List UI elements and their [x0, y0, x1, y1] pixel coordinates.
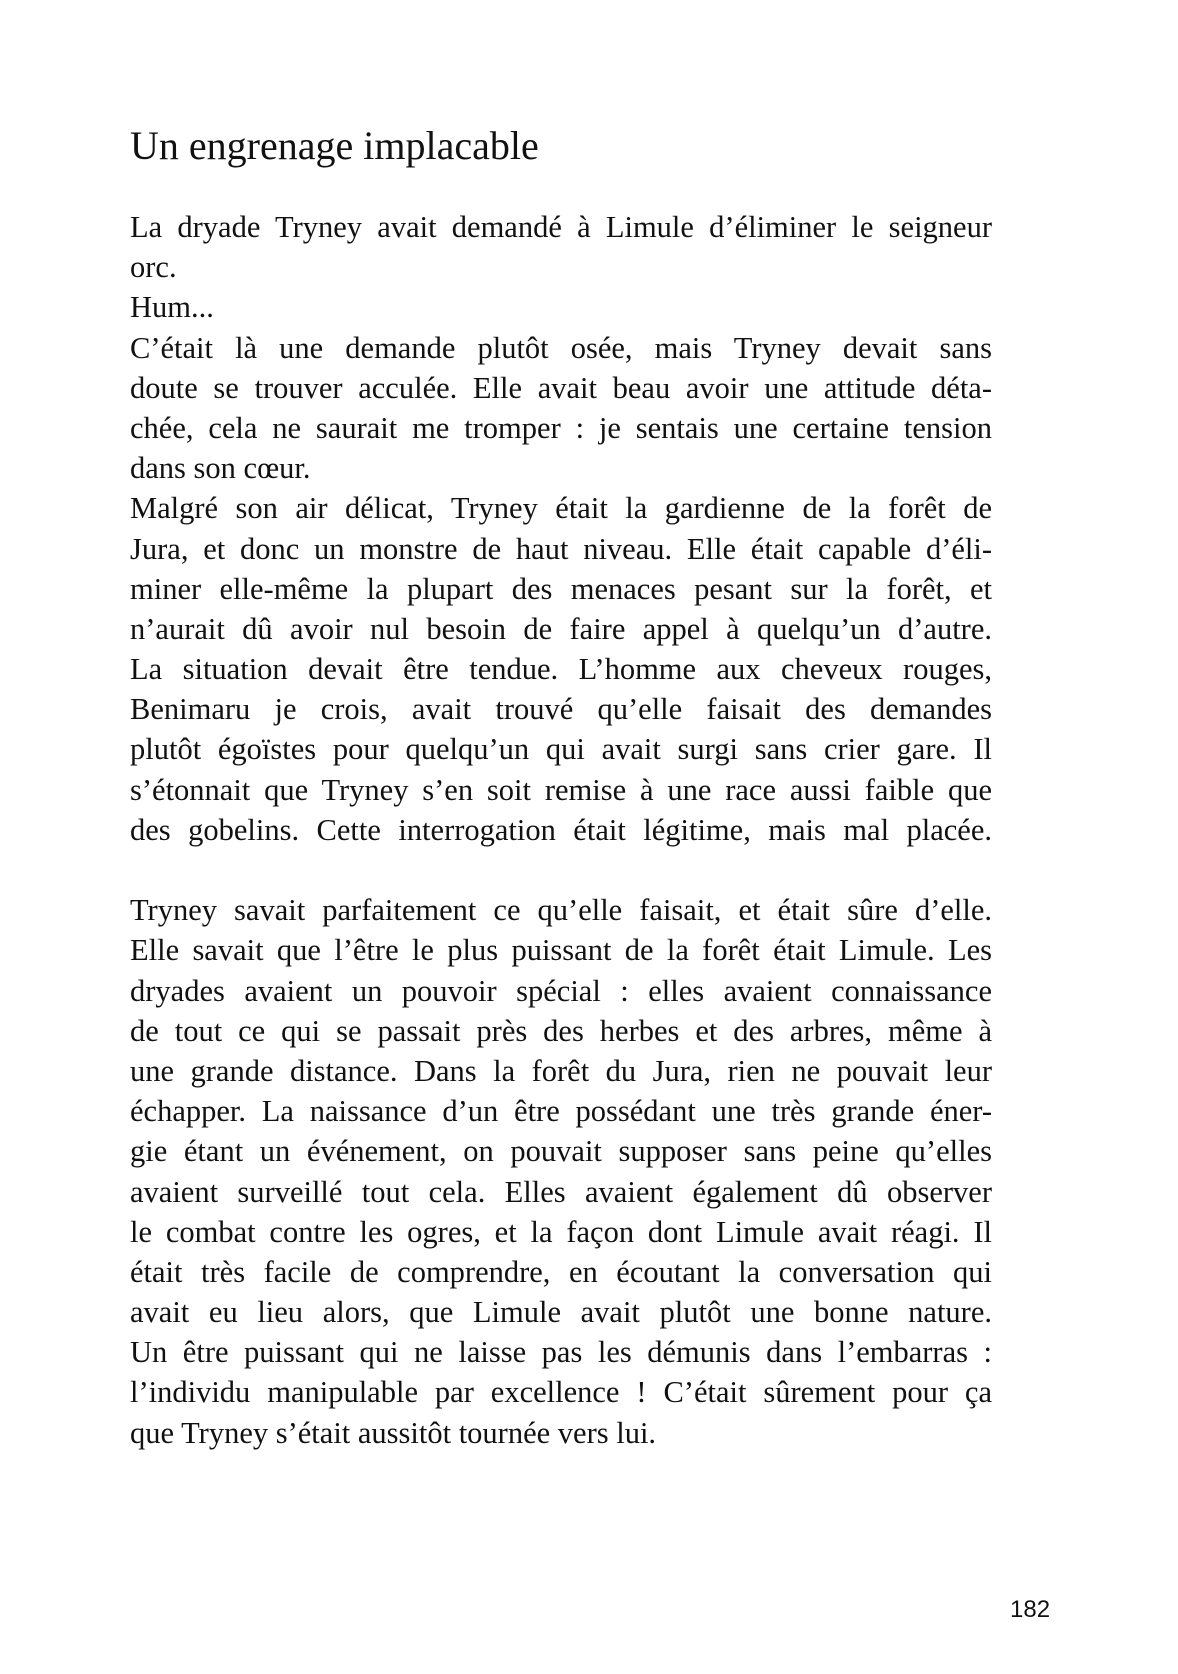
- text-line: le combat contre les ogres, et la façon dont Limule avait réagi. Il: [130, 1214, 992, 1249]
- page-number: 182: [1010, 1596, 1051, 1623]
- paragraph-break: [130, 850, 992, 890]
- text-line: Elle savait que l’être le plus puissant de la forêt était Limule. Les: [130, 933, 992, 968]
- text-line: Un être puissant qui ne laisse pas les démunis dans l’embarras :: [130, 1335, 992, 1370]
- text-line: dans son cœur.: [130, 451, 311, 486]
- text-line: Malgré son air délicat, Tryney était la gardienne de la forêt de: [130, 491, 992, 526]
- text-line: La dryade Tryney avait demandé à Limule d’éliminer le seigneur: [130, 210, 992, 244]
- text-line: que Tryney s’était aussitôt tournée vers lui.: [130, 1415, 657, 1450]
- text-line: échapper. La naissance d’un être possédant une très grande éner-: [130, 1094, 992, 1129]
- chapter-title: Un engrenage implacable: [130, 123, 539, 168]
- text-line: Hum...: [130, 290, 214, 325]
- text-line: avait eu lieu alors, que Limule avait plutôt une bonne nature.: [130, 1295, 992, 1330]
- text-line: Benimaru je crois, avait trouvé qu’elle faisait des demandes: [130, 692, 992, 727]
- text-line: Tryney savait parfaitement ce qu’elle faisait, et était sûre d’elle.: [130, 893, 992, 928]
- text-line: plutôt égoïstes pour quelqu’un qui avait surgi sans crier gare. Il: [130, 732, 992, 767]
- text-line: avaient surveillé tout cela. Elles avaient également dû observer: [130, 1174, 992, 1209]
- text-line: était très facile de comprendre, en écoutant la conversation qui: [130, 1254, 992, 1289]
- text-line: n’aurait dû avoir nul besoin de faire appel à quelqu’un d’autre.: [130, 611, 992, 646]
- text-line: La situation devait être tendue. L’homme aux cheveux rouges,: [130, 652, 992, 687]
- text-line: l’individu manipulable par excellence ! C’était sûrement pour ça: [130, 1375, 992, 1410]
- text-line: doute se trouver acculée. Elle avait beau avoir une attitude déta-: [130, 370, 992, 405]
- text-line: chée, cela ne saurait me tromper : je sentais une certaine tension: [130, 410, 992, 445]
- text-line: gie étant un événement, on pouvait supposer sans peine qu’elles: [130, 1134, 992, 1169]
- body-text: [130, 207, 992, 1453]
- text-line: des gobelins. Cette interrogation était légitime, mais mal placée.: [130, 812, 992, 847]
- text-line: Jura, et donc un monstre de haut niveau. Elle était capable d’éli-: [130, 531, 992, 566]
- text-line: de tout ce qui se passait près des herbes et des arbres, même à: [130, 1013, 992, 1048]
- text-line: dryades avaient un pouvoir spécial : elles avaient connaissance: [130, 973, 992, 1008]
- text-line: s’étonnait que Tryney s’en soit remise à une race aussi faible que: [130, 772, 992, 807]
- text-line: C’était là une demande plutôt osée, mais Tryney devait sans: [130, 330, 992, 365]
- text-line: une grande distance. Dans la forêt du Jura, rien ne pouvait leur: [130, 1053, 992, 1088]
- text-line: miner elle-même la plupart des menaces pesant sur la forêt, et: [130, 571, 992, 606]
- text-line: orc.: [130, 250, 177, 285]
